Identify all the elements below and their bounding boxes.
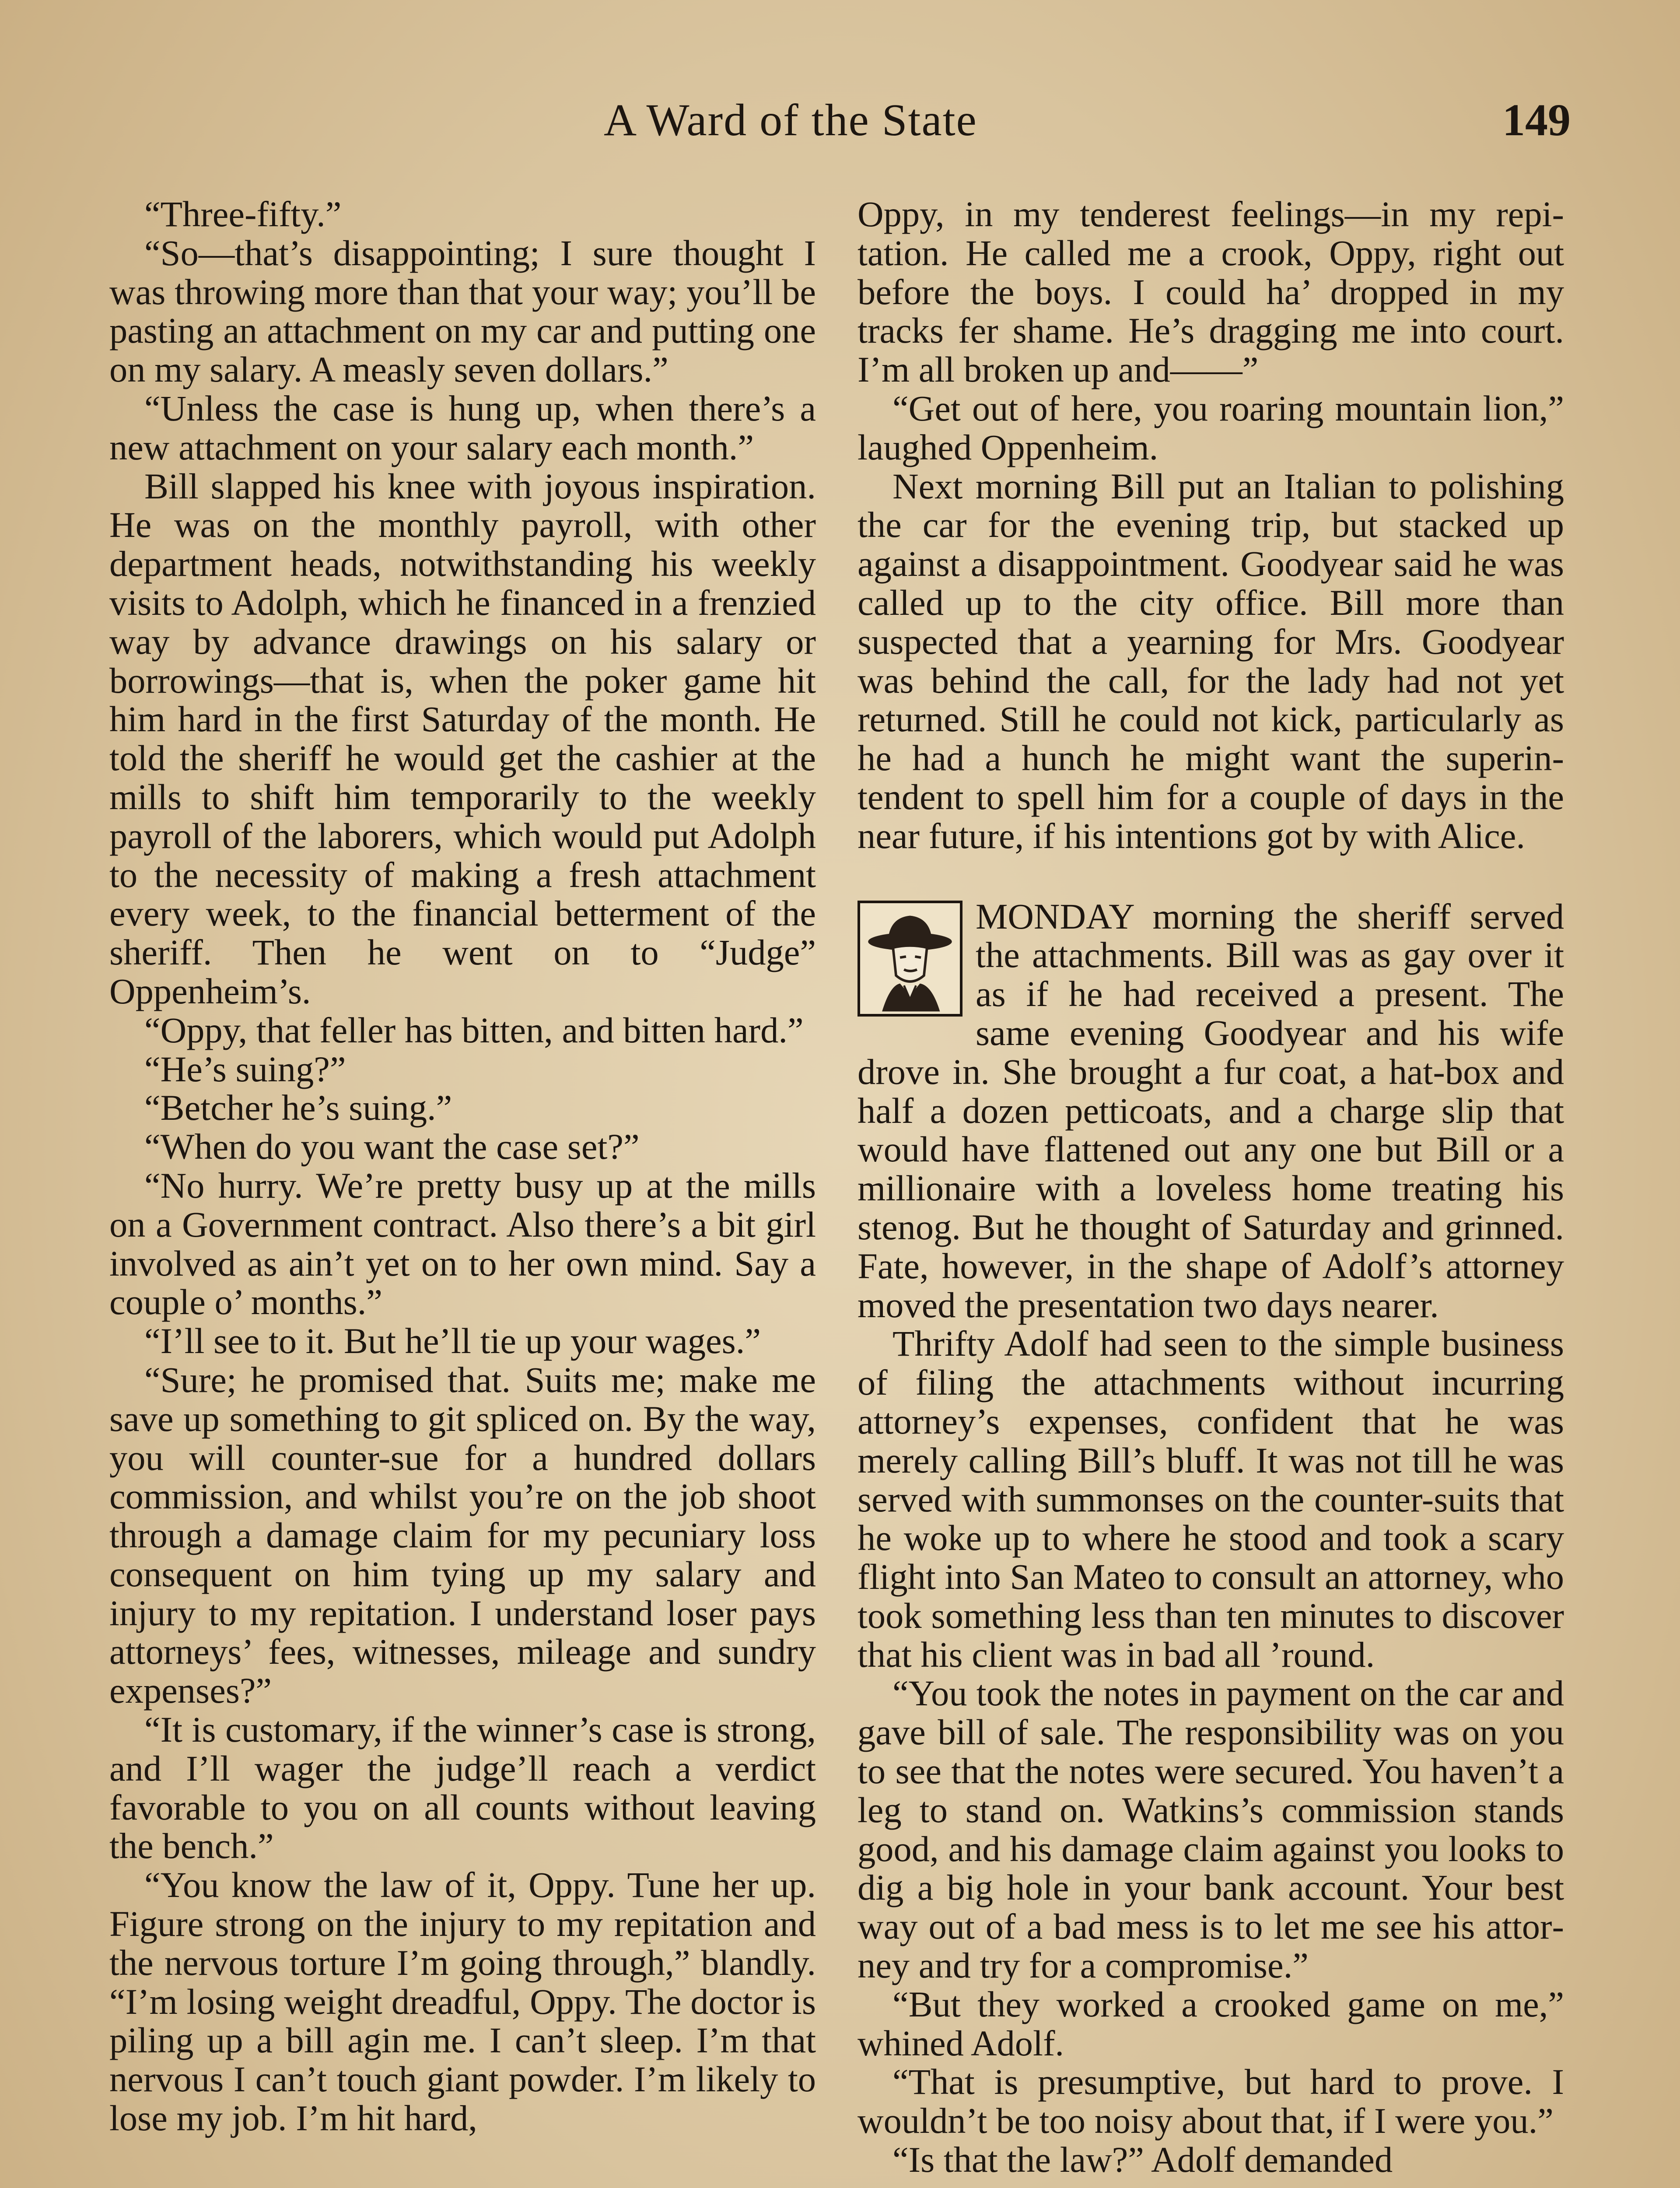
cowboy-head-icon xyxy=(858,901,962,1017)
paragraph: “Get out of here, you roaring mountain lion,” laughed Oppenheim. xyxy=(858,388,1564,467)
paragraph: “No hurry. We’re pretty busy up at the mills on a Government contract. Also there’s a bit girl involved as ain’t yet on to her own mind. Say a couple o’ months.” xyxy=(109,1165,816,1322)
paragraph: Next morning Bill put an Italian to polishing the car for the evening trip, but stacked up against a disappointment. Goodyear said he was called up to the city office. Bill more than suspected that a yearning for Mrs. Goodyear was behind the call, for the lady had not yet returned. Still he could not kick, particularly as he had a hunch he might want the superintendent to spell him for a couple of days in the near future, if his intentions got by with Alice. xyxy=(858,466,1564,856)
section-break xyxy=(858,856,1564,897)
paragraph: Bill slapped his knee with joyous inspiration. He was on the monthly payroll, with other department heads, notwithstanding his weekly visits to Adolph, which he financed in a frenzied way by advance drawings on his salary or borrowings—that is, when the poker game hit him hard in the first Saturday of the month. He told the sheriff he would get the cashier at the mills to shift him temporarily to the weekly payroll of the laborers, which would put Adolph to the necessity of making a fresh attachment every week, to the financial betterment of the sheriff. Then he went on to “Judge” Oppenheim’s. xyxy=(109,466,816,1011)
paragraph: “He’s suing?” xyxy=(144,1048,346,1089)
paragraph: “Is that the law?” Adolf demanded xyxy=(892,2139,1393,2180)
left-column xyxy=(109,195,816,2138)
paragraph: “So—that’s disappointing; I sure thought I was throwing more than that your way; you’ll be pasting an attachment on my car and putting one on my salary. A measly seven dollars.” xyxy=(109,232,816,390)
paragraph: “Sure; he promised that. Suits me; make me save up something to git spliced on. By the way, you will counter-sue for a hundred dollars commission, and whilst you’re on the job shoot through a damage claim for my pecuniary loss consequent on him tying up my salary and injury to my repitation. I understand loser pays attorneys’ fees, witnesses, mileage and sundry expenses?” xyxy=(109,1359,816,1711)
paragraph: “That is presumptive, but hard to prove. I wouldn’t be too noisy about that, if I were you.” xyxy=(858,2062,1564,2141)
page-header xyxy=(109,94,1571,160)
running-title: A Ward of the State xyxy=(604,95,977,145)
paragraph: “But they worked a crooked game on me,” whined Adolf. xyxy=(858,1984,1564,2063)
section-opening-paragraph: MONDAY morning the sheriff served the attachments. Bill was as gay over it as if he had received a present. The same evening Goodyear and his wife drove in. She brought a fur coat, a hat-box and half a dozen petticoats, and a charge slip that would have flattened out any one but Bill or a millionaire with a loveless home treating his stenog. But he thought of Saturday and grinned. Fate, however, in the shape of Adolf’s attorney moved the presentation two days nearer. xyxy=(858,896,1564,1325)
paragraph: “Three-fifty.” xyxy=(144,194,342,234)
paragraph: “You took the notes in payment on the car and gave bill of sale. The responsibility was on you to see that the notes were secured. You haven’t a leg to stand on. Watkins’s commission stands good, and his damage claim against you looks to dig a big hole in your bank account. Your best way out of a bad mess is to let me see his attorney and try for a compromise.” xyxy=(858,1673,1564,1986)
paragraph: “Oppy, that feller has bitten, and bitten hard.” xyxy=(144,1010,804,1050)
paragraph: “Betcher he’s suing.” xyxy=(144,1087,452,1128)
paragraph: Oppy, in my tenderest feelings—in my repitation. He called me a crook, Oppy, right out before the boys. I could ha’ dropped in my tracks fer shame. He’s dragging me into court. I’m all broken up and——” xyxy=(858,194,1564,390)
paragraph: “You know the law of it, Oppy. Tune her up. Figure strong on the injury to my repitation and the nervous torture I’m going through,” blandly. “I’m losing weight dreadful, Oppy. The doctor is piling up a bill agin me. I can’t sleep. I’m that nervous I can’t touch giant powder. I’m likely to lose my job. I’m hit hard, xyxy=(109,1865,816,2139)
paragraph: Thrifty Adolf had seen to the simple business of filing the attachments without incurring attorney’s expenses, confident that he was merely calling Bill’s bluff. It was not till he was served with summonses on the counter-suits that he woke up to where he stood and took a scary flight into San Mateo to consult an attorney, who took something less than ten minutes to discover that his client was in bad all ’round. xyxy=(858,1323,1564,1675)
paragraph: “When do you want the case set?” xyxy=(144,1126,640,1167)
paragraph: “It is customary, if the winner’s case is strong, and I’ll wager the judge’ll reach a verdict favorable to you on all counts without leaving the bench.” xyxy=(109,1709,816,1866)
paragraph: “I’ll see to it. But he’ll tie up your wages.” xyxy=(144,1321,761,1361)
right-column xyxy=(858,195,1564,2179)
paragraph: “Unless the case is hung up, when there’s a new attachment on your salary each month.” xyxy=(109,388,816,467)
page-number: 149 xyxy=(1502,95,1571,145)
